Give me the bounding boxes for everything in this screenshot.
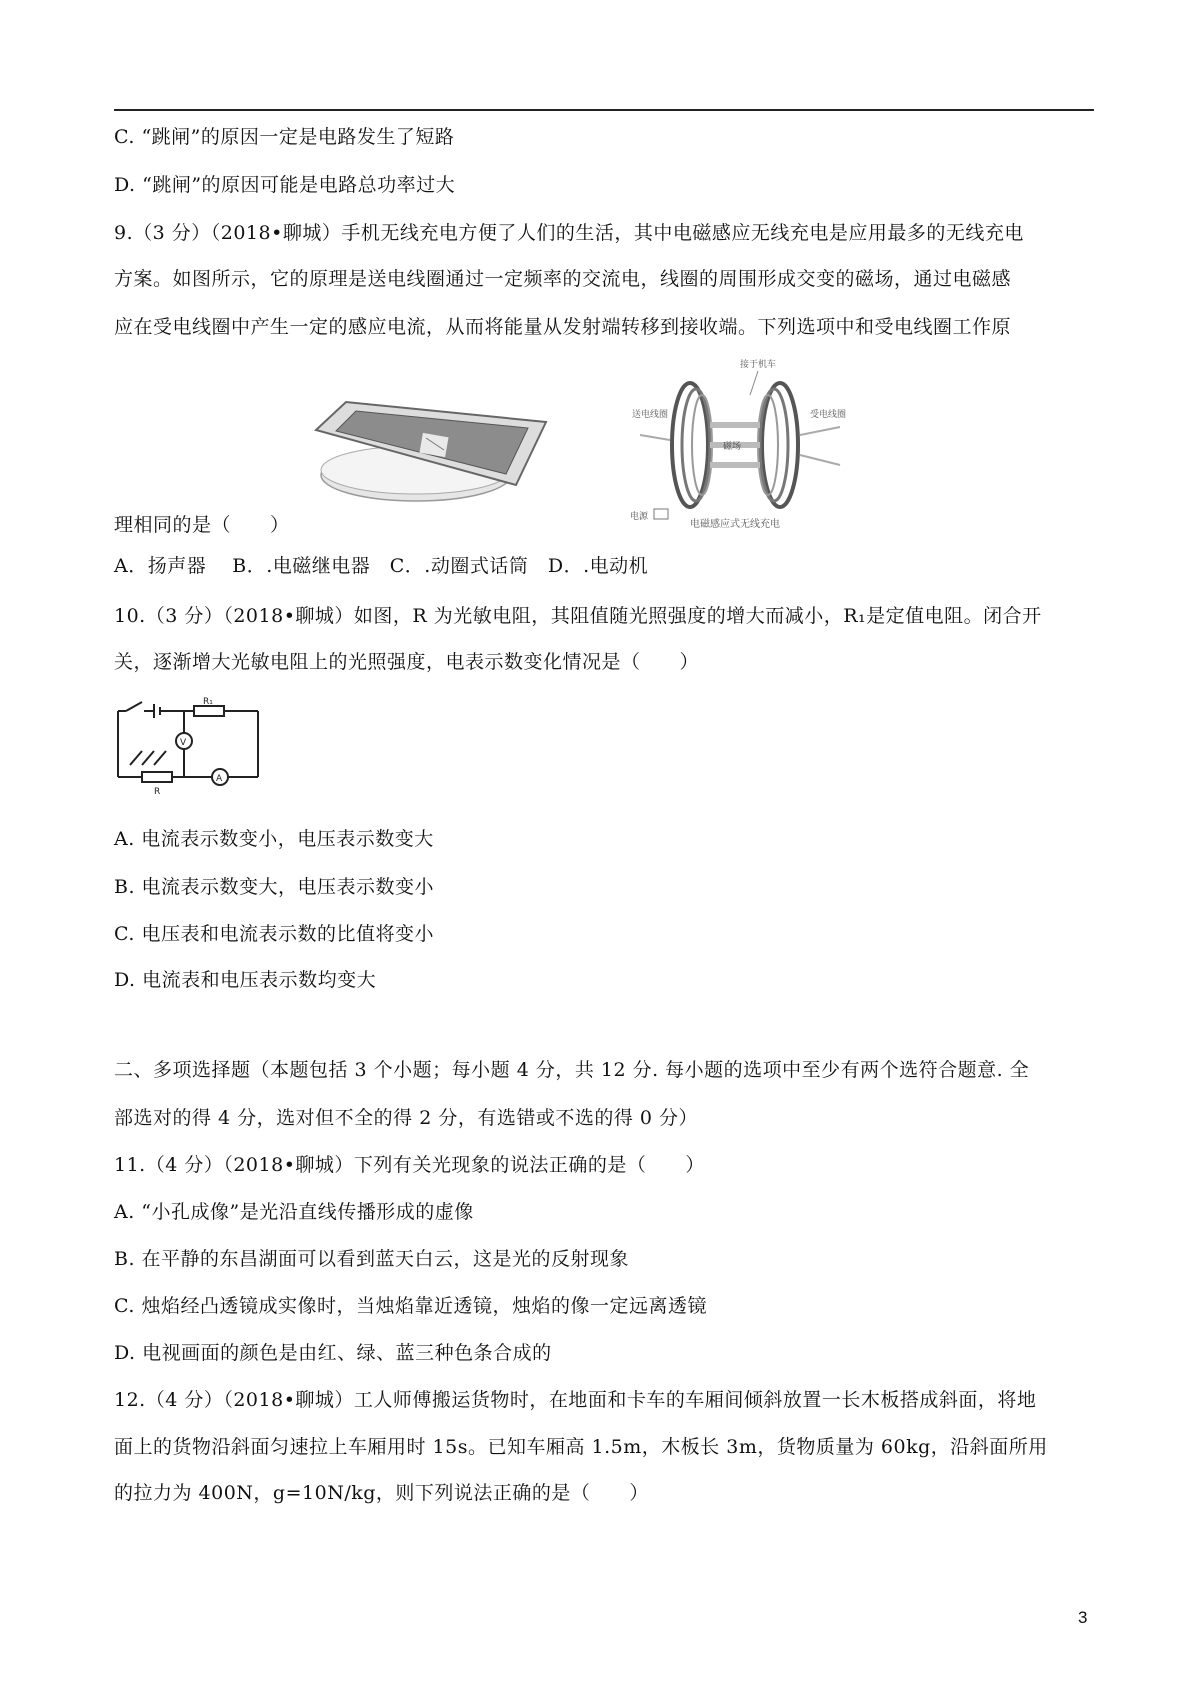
option-a-q10: A. 电流表示数变小，电压表示数变大 [114, 828, 434, 850]
question-10-line2: 关，逐渐增大光敏电阻上的光照强度，电表示数变化情况是（ ） [114, 651, 700, 673]
option-d-q10: D. 电流表和电压表示数均变大 [114, 969, 377, 991]
option-d-q11: D. 电视画面的颜色是由红、绿、蓝三种色条合成的 [114, 1342, 552, 1364]
label-source: 电源 [630, 512, 649, 522]
label-recv-coil: 受电线圈 [810, 410, 847, 420]
label-field: 磁场 [723, 442, 742, 452]
question-9-line4: 理相同的是（ ） [114, 514, 290, 536]
option-b-q11: B. 在平静的东昌湖面可以看到蓝天白云，这是光的反射现象 [114, 1248, 630, 1270]
question-9-line2: 方案。如图所示，它的原理是送电线圈通过一定频率的交流电，线圈的周围形成交变的磁场，通过电磁感 [114, 268, 1012, 290]
question-11: 11.（4 分）（2018•聊城）下列有关光现象的说法正确的是（ ） [114, 1154, 705, 1176]
question-12-line2: 面上的货物沿斜面匀速拉上车厢用时 15s。已知车厢高 1.5m，木板长 3m，货物质量为 60kg，沿斜面所用 [114, 1436, 1048, 1458]
label-r: R [154, 787, 161, 795]
question-9-options: A．扬声器 B．.电磁继电器 C．.动圈式话筒 D．.电动机 [114, 555, 649, 577]
label-r1: R₁ [203, 697, 213, 707]
circuit-figure [112, 695, 272, 795]
question-9-line1: 9.（3 分）（2018•聊城）手机无线充电方便了人们的生活，其中电磁感应无线充电是应用最多的无线充电 [114, 222, 1024, 244]
header-rule [114, 109, 1094, 111]
induction-coil-figure [630, 355, 880, 530]
option-a-q11: A. “小孔成像”是光沿直线传播形成的虚像 [114, 1201, 474, 1223]
section-2-heading-line2: 部选对的得 4 分，选对但不全的得 2 分，有选错或不选的得 0 分） [114, 1107, 699, 1129]
label-send-coil: 送电线圈 [632, 410, 669, 420]
section-2-heading-line1: 二、多项选择题（本题包括 3 个小题；每小题 4 分，共 12 分. 每小题的选项中至少有两个选符合题意. 全 [114, 1059, 1030, 1081]
option-d-q8: D. “跳闸”的原因可能是电路总功率过大 [114, 174, 456, 196]
ammeter-label: A [216, 774, 223, 784]
phone-charger-figure [306, 400, 596, 510]
option-b-q10: B. 电流表示数变大，电压表示数变小 [114, 876, 435, 898]
voltmeter-label: V [180, 738, 187, 748]
option-c-q10: C. 电压表和电流表示数的比值将变小 [114, 923, 434, 945]
question-12-line3: 的拉力为 400N，g=10N/kg，则下列说法正确的是（ ） [114, 1482, 649, 1504]
question-12-line1: 12.（4 分）（2018•聊城）工人师傅搬运货物时，在地面和卡车的车厢间倾斜放置一长木板搭成斜面，将地 [114, 1389, 1037, 1411]
label-top: 接于机车 [740, 360, 777, 370]
option-c-q11: C. 烛焰经凸透镜成实像时，当烛焰靠近透镜，烛焰的像一定远离透镜 [114, 1295, 707, 1317]
question-10-line1: 10.（3 分）（2018•聊城）如图，R 为光敏电阻，其阻值随光照强度的增大而减小，R₁是定值电阻。闭合开 [114, 605, 1042, 627]
coil-caption: 电磁感应式无线充电 [690, 519, 780, 530]
question-9-line3: 应在受电线圈中产生一定的感应电流，从而将能量从发射端转移到接收端。下列选项中和受电线圈工作原 [114, 316, 1012, 338]
option-c-q8: C. “跳闸”的原因一定是电路发生了短路 [114, 126, 455, 148]
page-number: 3 [1078, 1608, 1088, 1627]
